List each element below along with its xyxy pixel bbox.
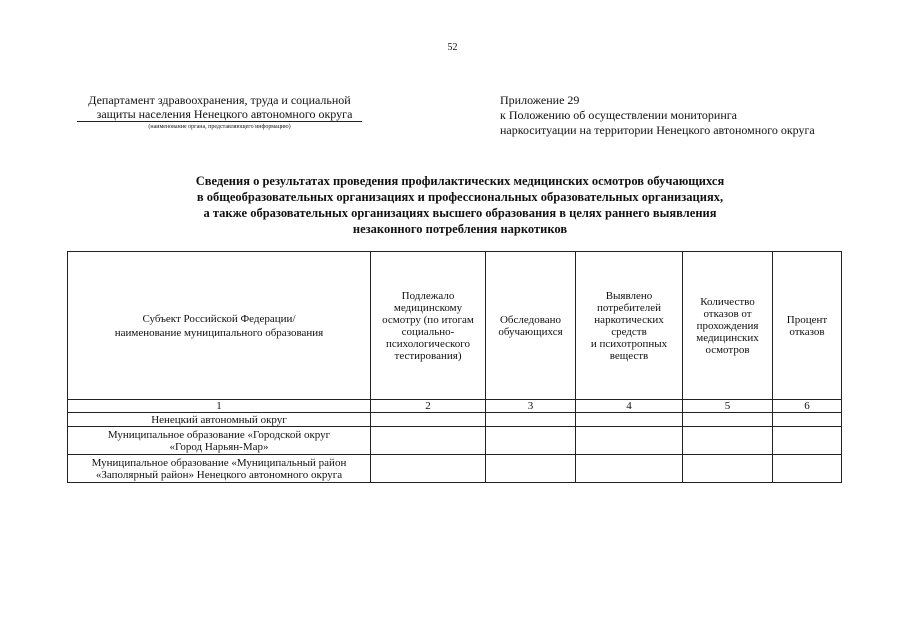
- table-cell: [486, 455, 576, 483]
- table-cell: [371, 413, 486, 427]
- column-number: 6: [773, 400, 842, 413]
- table-row: [68, 455, 842, 483]
- org-caption: (наименование органа, представляющего информацию): [148, 124, 291, 130]
- header-identified-users: Выявлено потребителей наркотических средств и психотропных веществ: [576, 252, 683, 400]
- header-examined: Обследовано обучающихся: [486, 252, 576, 400]
- table-cell: [773, 427, 842, 455]
- table-cell: [773, 413, 842, 427]
- table-cell: [576, 413, 683, 427]
- table-cell: [486, 427, 576, 455]
- title-line4: незаконного потребления наркотиков: [352, 222, 568, 236]
- document-title: [110, 173, 810, 237]
- header-refusals-count: Количество отказов от прохождения медицинских осмотров: [683, 252, 773, 400]
- table-cell: [683, 413, 773, 427]
- organization-block: [62, 93, 377, 131]
- page-number: 52: [447, 42, 458, 53]
- row-label: Муниципальное образование «Городской округ «Город Нарьян-Мар»: [68, 427, 371, 455]
- report-table: [67, 251, 842, 483]
- header-refusals-percent: Процент отказов: [773, 252, 842, 400]
- table-cell: [371, 455, 486, 483]
- table-cell: [683, 455, 773, 483]
- table-cell: [576, 427, 683, 455]
- column-number: 4: [576, 400, 683, 413]
- table-cell: [576, 455, 683, 483]
- appendix-block: [500, 93, 860, 138]
- column-number-row: [68, 400, 842, 413]
- title-line3: а также образовательных организациях высшего образования в целях раннего выявления: [203, 206, 717, 220]
- column-number: 5: [683, 400, 773, 413]
- column-number: 2: [371, 400, 486, 413]
- table-row: [68, 427, 842, 455]
- row-label: Муниципальное образование «Муниципальный район «Заполярный район» Ненецкого автономного округа: [68, 455, 371, 483]
- org-name-line2: защиты населения Ненецкого автономного округа: [77, 107, 363, 122]
- row-label: Ненецкий автономный округ: [68, 413, 371, 427]
- header-subject-to-exam: Подлежало медицинскому осмотру (по итогам социально- психологического тестирования): [371, 252, 486, 400]
- table-cell: [486, 413, 576, 427]
- appendix-line2: к Положению об осуществлении мониторинга: [500, 108, 738, 122]
- appendix-line3: наркоситуации на территории Ненецкого автономного округа: [500, 123, 815, 137]
- column-number: 1: [68, 400, 371, 413]
- table-cell: [683, 427, 773, 455]
- table-cell: [371, 427, 486, 455]
- column-number: 3: [486, 400, 576, 413]
- appendix-line1: Приложение 29: [500, 93, 580, 107]
- org-name-line1: Департамент здравоохранения, труда и социальной: [88, 93, 351, 107]
- table-header-row: [68, 252, 842, 400]
- table-cell: [773, 455, 842, 483]
- title-line1: Сведения о результатах проведения профилактических медицинских осмотров обучающихся: [195, 174, 725, 188]
- header-subject: Субъект Российской Федерации/ наименование муниципального образования: [68, 252, 371, 400]
- title-line2: в общеобразовательных организациях и профессиональных образовательных организациях,: [196, 190, 724, 204]
- table-row: [68, 413, 842, 427]
